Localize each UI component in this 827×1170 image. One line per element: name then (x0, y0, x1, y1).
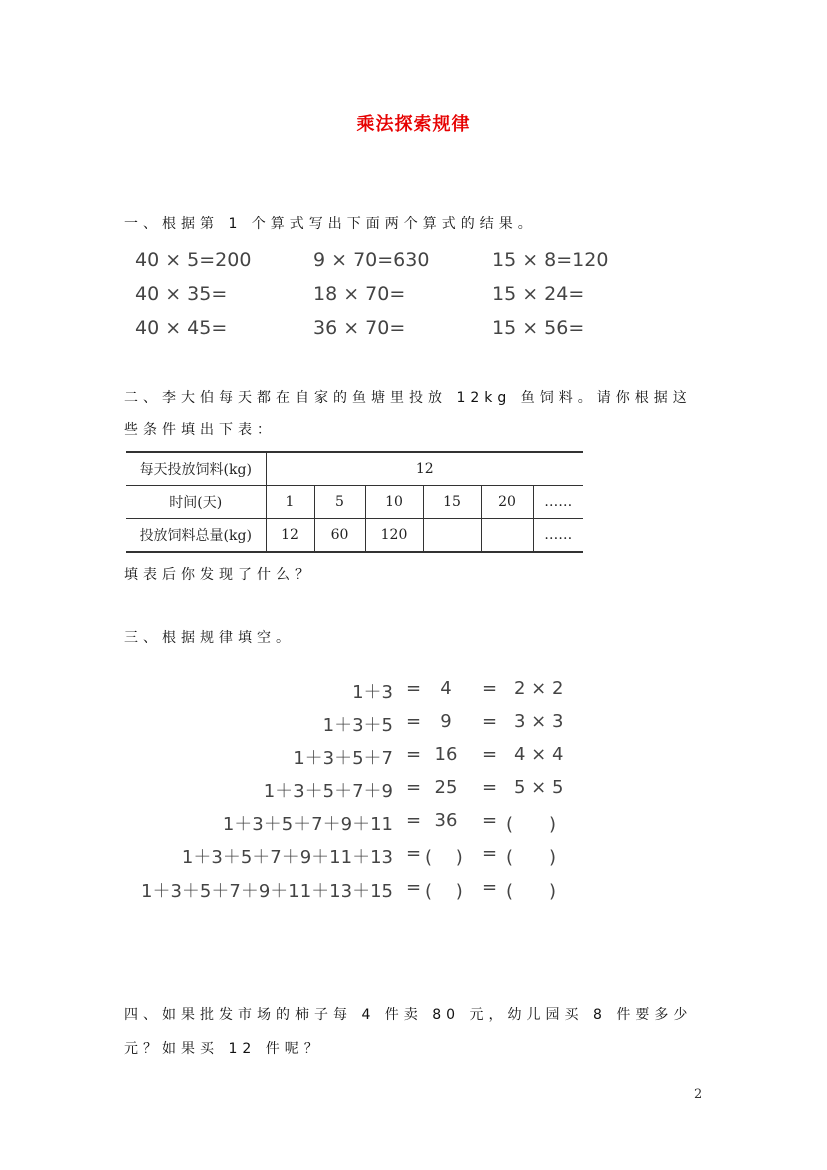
pattern-row (0, 843, 827, 873)
table-cell: 12 (266, 519, 314, 553)
table-row-label: 投放饲料总量(kg) (126, 519, 266, 553)
pattern-equals: = (406, 744, 422, 765)
question-2-followup: 填表后你发现了什么？ (124, 567, 314, 583)
table-cell: 20 (481, 486, 533, 519)
pattern-row (0, 744, 827, 774)
table-row (126, 486, 583, 519)
table-row (126, 519, 583, 553)
pattern-equals: = (482, 877, 498, 898)
pattern-row (0, 711, 827, 741)
pattern-sum: 25 (434, 777, 458, 798)
question-3-prompt: 三、根据规律填空。 (124, 630, 295, 646)
pattern-equals: = (482, 777, 498, 798)
pattern-sum: 36 (434, 810, 458, 831)
pattern-product-blank[interactable]: ( ) (506, 814, 557, 835)
pattern-equals: = (482, 843, 498, 864)
pattern-sum: 16 (434, 744, 458, 765)
question-2-prompt-line2: 些条件填出下表： (124, 422, 276, 438)
table-cell-blank[interactable] (481, 519, 533, 553)
q1-equation: 40 × 35= (135, 283, 228, 305)
pattern-sum-blank[interactable]: ( ) (425, 881, 463, 902)
q1-equation: 15 × 56= (492, 317, 585, 339)
question-1-prompt: 一、根据第 1 个算式写出下面两个算式的结果。 (124, 216, 537, 232)
pattern-product-blank[interactable]: ( ) (506, 847, 557, 868)
q1-equation: 18 × 70= (313, 283, 406, 305)
pattern-product-blank[interactable]: ( ) (506, 881, 557, 902)
pattern-equals: = (482, 678, 498, 699)
pattern-product: 4 × 4 (514, 744, 564, 765)
q1-equation: 36 × 70= (313, 317, 406, 339)
pattern-sum-blank[interactable]: ( ) (425, 847, 463, 868)
pattern-sum: 9 (440, 711, 452, 732)
pattern-sum: 4 (440, 678, 452, 699)
pattern-equals: = (482, 810, 498, 831)
table-cell: 1 (266, 486, 314, 519)
q1-equation: 40 × 45= (135, 317, 228, 339)
pattern-expression: 1＋3＋5＋7＋9＋11＋13 (181, 847, 393, 868)
table-cell: 12 (266, 452, 583, 486)
pattern-row (0, 877, 827, 907)
pattern-row (0, 777, 827, 807)
table-cell: …… (533, 519, 583, 553)
q1-equation: 15 × 8=120 (492, 249, 609, 271)
pattern-equals: = (406, 877, 422, 898)
page-title: 乘法探索规律 (356, 114, 471, 135)
pattern-equals: = (406, 843, 422, 864)
pattern-product: 2 × 2 (514, 678, 564, 699)
pattern-expression: 1＋3＋5＋7＋9＋11 (222, 814, 393, 835)
table-row-label: 时间(天) (126, 486, 266, 519)
pattern-product: 3 × 3 (514, 711, 564, 732)
table-cell: 120 (365, 519, 423, 553)
pattern-expression: 1＋3＋5＋7 (293, 748, 393, 769)
question-4-prompt-line1: 四、如果批发市场的柿子每 4 件卖 80 元，幼儿园买 8 件要多少 (124, 1007, 693, 1023)
pattern-equals: = (406, 810, 422, 831)
table-cell: 60 (314, 519, 365, 553)
pattern-equals: = (482, 744, 498, 765)
table-cell-blank[interactable] (423, 519, 481, 553)
question-4-prompt-line2: 元？如果买 12 件呢？ (124, 1041, 323, 1057)
pattern-expression: 1＋3＋5＋7＋9＋11＋13＋15 (141, 881, 393, 902)
pattern-equals: = (406, 678, 422, 699)
q1-equation: 40 × 5=200 (135, 249, 252, 271)
pattern-equals: = (406, 777, 422, 798)
q1-equation: 15 × 24= (492, 283, 585, 305)
pattern-row (0, 678, 827, 708)
table-cell: 5 (314, 486, 365, 519)
table-cell: 10 (365, 486, 423, 519)
question-2-prompt-line1: 二、李大伯每天都在自家的鱼塘里投放 12kg 鱼饲料。请你根据这 (124, 390, 692, 406)
q1-equation: 9 × 70=630 (313, 249, 430, 271)
pattern-equals: = (482, 711, 498, 732)
pattern-expression: 1＋3＋5＋7＋9 (263, 781, 393, 802)
pattern-row (0, 810, 827, 840)
table-row (126, 452, 583, 486)
table-cell: …… (533, 486, 583, 519)
pattern-expression: 1＋3 (352, 682, 393, 703)
page-number: 2 (694, 1087, 703, 1102)
table-cell: 15 (423, 486, 481, 519)
table-row-label: 每天投放饲料(kg) (126, 452, 266, 486)
feed-table (126, 451, 583, 553)
pattern-expression: 1＋3＋5 (322, 715, 393, 736)
pattern-product: 5 × 5 (514, 777, 564, 798)
pattern-equals: = (406, 711, 422, 732)
